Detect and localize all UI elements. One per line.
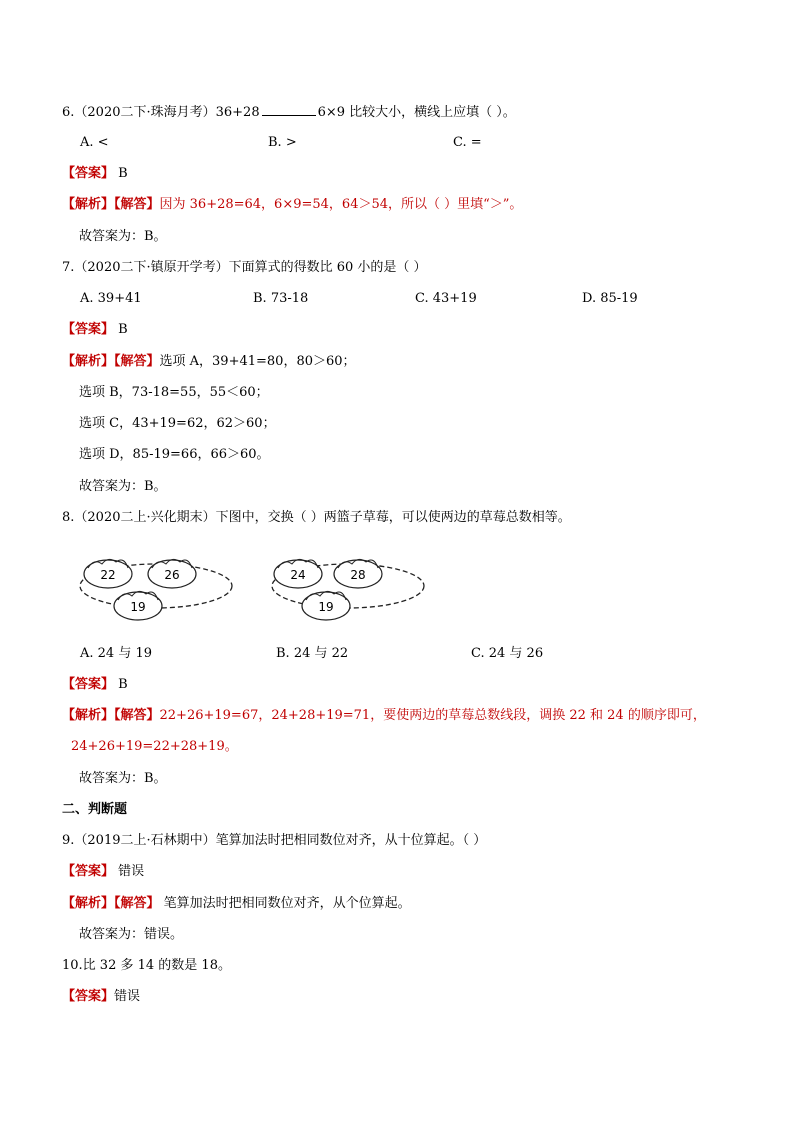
q8-analysis: 【解析】【解答】22+26+19=67，24+28+19=71，要使两边的草莓总数线段，调换 22 和 24 的顺序即可， xyxy=(62,708,706,723)
q7-answer: 【答案】 B xyxy=(62,322,128,337)
q6-option-c: C. = xyxy=(453,135,482,150)
q6-conclusion: 故答案为：B。 xyxy=(79,229,167,244)
q6-answer: 【答案】 B xyxy=(62,166,128,181)
basket-number: 26 xyxy=(164,568,180,582)
q7-analysis-line: 选项 D，85-19=66，66＞60。 xyxy=(79,447,270,462)
basket-number: 28 xyxy=(350,568,366,582)
q10-stem: 10.比 32 多 14 的数是 18。 xyxy=(62,958,231,973)
q8-conclusion: 故答案为：B。 xyxy=(79,771,167,786)
q8-analysis-line: 24+26+19=22+28+19。 xyxy=(71,739,238,754)
q9-answer: 【答案】 错误 xyxy=(62,864,145,879)
q8-option-a: A. 24 与 19 xyxy=(80,646,153,661)
basket-right-3 xyxy=(302,591,350,620)
q6-stem: 6.（2020二下·珠海月考）36+28 6×9 比较大小，横线上应填（ ）。 xyxy=(62,105,516,120)
q7-stem: 7.（2020二下·镇原开学考）下面算式的得数比 60 小的是（ ） xyxy=(62,260,427,275)
q8-stem: 8.（2020二上·兴化期末）下图中，交换（ ）两篮子草莓，可以使两边的草莓总数相等。 xyxy=(62,510,571,525)
q7-option-b: B. 73-18 xyxy=(253,291,309,306)
basket-left-2 xyxy=(148,559,196,588)
q9-analysis: 【解析】【解答】 笔算加法时把相同数位对齐，从个位算起。 xyxy=(62,896,411,911)
basket-number: 22 xyxy=(100,568,116,582)
q10-answer: 【答案】错误 xyxy=(62,989,141,1004)
q6-option-a: A. < xyxy=(80,135,109,150)
q6-analysis: 【解析】【解答】因为 36+28=64，6×9=54，64＞54，所以（ ）里填“＞”。 xyxy=(62,197,523,212)
q9-conclusion: 故答案为：错误。 xyxy=(79,927,184,942)
q7-option-a: A. 39+41 xyxy=(80,291,142,306)
q6-option-b: B. > xyxy=(268,135,297,150)
section-title: 二、判断题 xyxy=(62,802,128,817)
basket-left-3 xyxy=(114,591,162,620)
q7-option-d: D. 85-19 xyxy=(582,291,638,306)
q9-stem: 9.（2019二上·石林期中）笔算加法时把相同数位对齐，从十位算起。（ ） xyxy=(62,833,487,848)
basket-number: 19 xyxy=(318,600,334,614)
basket-number: 24 xyxy=(290,568,306,582)
answer-blank xyxy=(262,103,316,116)
q8-answer: 【答案】 B xyxy=(62,677,128,692)
q7-analysis-line: 选项 C，43+19=62，62＞60； xyxy=(79,416,276,431)
basket-right-2 xyxy=(334,559,382,588)
q7-option-c: C. 43+19 xyxy=(415,291,477,306)
strawberry-diagram-right xyxy=(268,550,428,630)
q8-option-c: C. 24 与 26 xyxy=(471,646,544,661)
q8-option-b: B. 24 与 22 xyxy=(276,646,349,661)
basket-number: 19 xyxy=(130,600,146,614)
q7-analysis: 【解析】【解答】选项 A，39+41=80，80＞60； xyxy=(62,354,356,369)
strawberry-diagram-left xyxy=(76,550,236,630)
q7-analysis-line: 选项 B，73-18=55，55＜60； xyxy=(79,385,269,400)
basket-left-1 xyxy=(84,559,132,588)
q7-conclusion: 故答案为：B。 xyxy=(79,479,167,494)
basket-right-1 xyxy=(274,559,322,588)
